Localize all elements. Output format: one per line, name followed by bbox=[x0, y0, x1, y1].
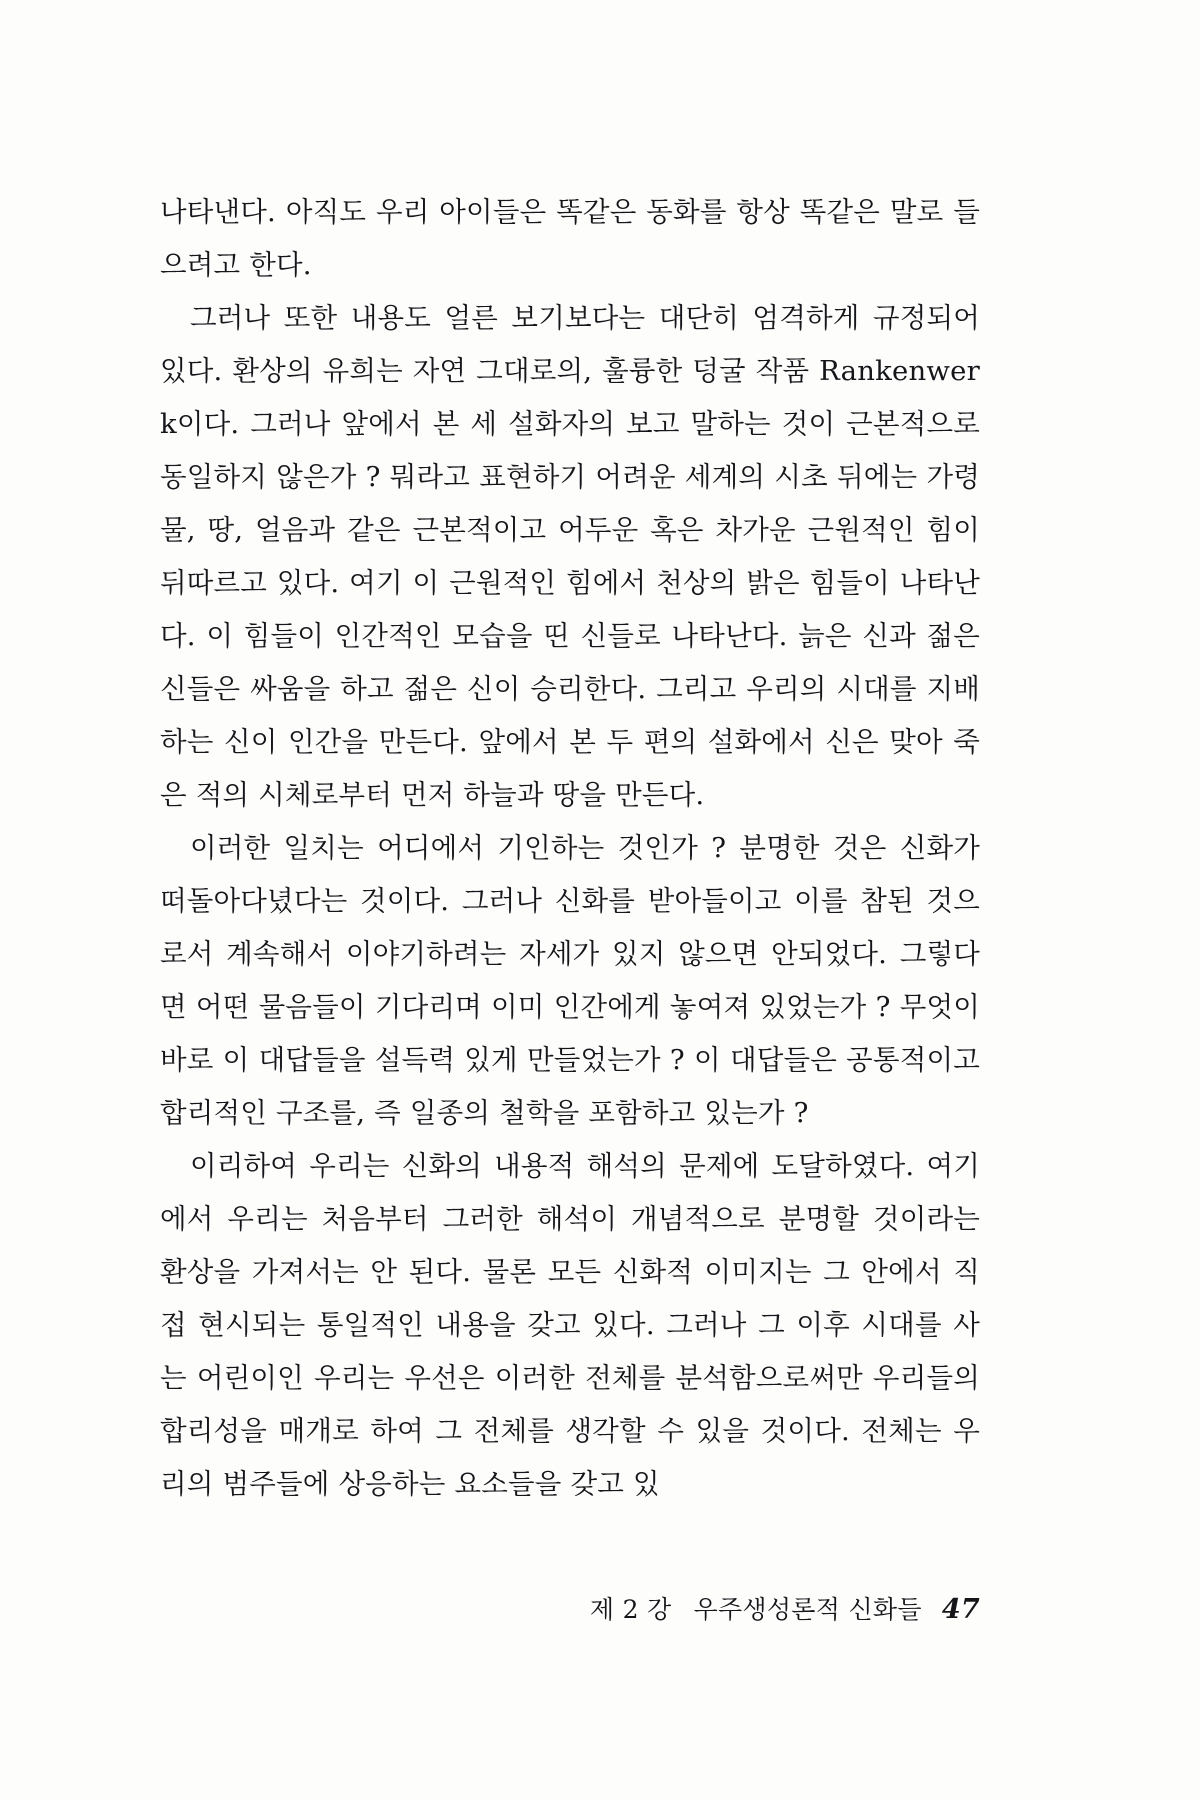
page-body bbox=[160, 186, 980, 1511]
paragraph: 이리하여 우리는 신화의 내용적 해석의 문제에 도달하였다. 여기에서 우리는 처음부터 그러한 해석이 개념적으로 분명할 것이라는 환상을 가져서는 안 된다. 물론 모든 신화적 이미지는 그 안에서 직접 현시되는 통일적인 내용을 갖고 있다. 그러나 그 이후 시대를 사는 어린이인 우리는 우선은 이러한 전체를 분석함으로써만 우리들의 합리성을 매개로 하여 그 전체를 생각할 수 있을 것이다. 전체는 우리의 범주들에 상응하는 요소들을 갖고 있 bbox=[160, 1150, 980, 1500]
paragraph: 나타낸다. 아직도 우리 아이들은 똑같은 동화를 항상 똑같은 말로 들으려고 한다. bbox=[160, 196, 980, 281]
footer-chapter: 제 2 강 bbox=[589, 1595, 672, 1624]
page-number: 47 bbox=[941, 1594, 980, 1625]
footer-title: 우주생성론적 신화들 bbox=[693, 1595, 922, 1624]
text-column bbox=[160, 186, 980, 1511]
page-footer bbox=[160, 1590, 980, 1626]
paragraph: 그러나 또한 내용도 얼른 보기보다는 대단히 엄격하게 규정되어 있다. 환상의 유희는 자연 그대로의, 훌륭한 덩굴 작품 Rankenwerk이다. 그러나 앞에서 본 세 설화자의 보고 말하는 것이 근본적으로 동일하지 않은가 ? 뭐라고 표현하기 어려운 세계의 시초 뒤에는 가령 물, 땅, 얼음과 같은 근본적이고 어두운 혹은 차가운 근원적인 힘이 뒤따르고 있다. 여기 이 근원적인 힘에서 천상의 밝은 힘들이 나타난다. 이 힘들이 인간적인 모습을 띤 신들로 나타난다. 늙은 신과 젊은 신들은 싸움을 하고 젊은 신이 승리한다. 그리고 우리의 시대를 지배하는 신이 인간을 만든다. 앞에서 본 두 편의 설화에서 신은 맞아 죽은 적의 시체로부터 먼저 하늘과 땅을 만든다. bbox=[160, 302, 980, 811]
paragraph: 이러한 일치는 어디에서 기인하는 것인가 ? 분명한 것은 신화가 떠돌아다녔다는 것이다. 그러나 신화를 받아들이고 이를 참된 것으로서 계속해서 이야기하려는 자세가 있지 않으면 안되었다. 그렇다면 어떤 물음들이 기다리며 이미 인간에게 놓여져 있었는가 ? 무엇이 바로 이 대답들을 설득력 있게 만들었는가 ? 이 대답들은 공통적이고 합리적인 구조를, 즉 일종의 철학을 포함하고 있는가 ? bbox=[160, 832, 980, 1129]
